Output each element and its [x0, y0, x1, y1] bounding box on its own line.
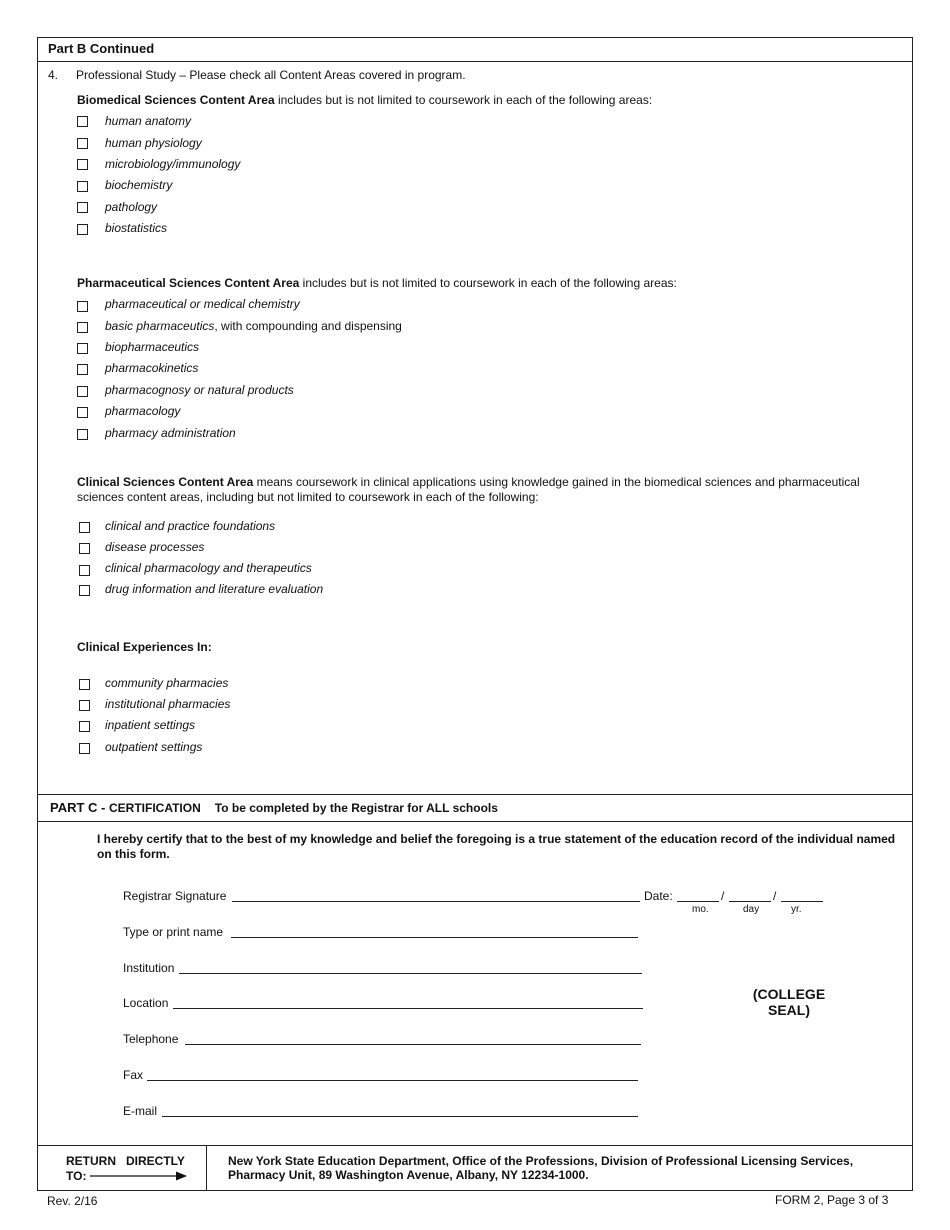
fax-field[interactable] [147, 1080, 638, 1081]
list-item-suffix: , with compounding and dispensing [214, 319, 402, 333]
checkbox-biopharmaceutics[interactable] [77, 343, 88, 354]
list-item: biopharmaceutics [105, 340, 200, 354]
pharm-heading [77, 276, 677, 290]
name-field[interactable] [231, 937, 638, 938]
list-item: pathology [105, 200, 158, 214]
return-label-line2: TO: [66, 1169, 87, 1183]
clin-desc: means coursework in clinical applications using knowledge gained in the biomedical sciences and pharmaceutical [253, 475, 860, 489]
return-address: New York State Education Department, Office of the Professions, Division of Professional Licensing Services, [228, 1154, 854, 1168]
college-seal: (COLLEGE [752, 986, 826, 1002]
checkbox-human-anatomy[interactable] [77, 116, 88, 127]
checkbox-pharmacology[interactable] [77, 407, 88, 418]
checkbox-pharmacognosy[interactable] [77, 386, 88, 397]
date-yr-label: yr. [791, 904, 802, 915]
list-item: community pharmacies [105, 676, 229, 690]
checkbox-institutional-pharmacies[interactable] [79, 700, 90, 711]
pharm-title: Pharmaceutical Sciences Content Area [77, 276, 300, 290]
exp-title: Clinical Experiences In: [77, 640, 212, 654]
list-item: microbiology/immunology [105, 157, 241, 171]
date-separator: / [721, 889, 725, 903]
date-label: Date: [644, 889, 673, 903]
return-label: RETURN DIRECTLY [66, 1154, 185, 1168]
list-item: clinical pharmacology and therapeutics [105, 561, 312, 575]
question-number: 4. [48, 68, 59, 82]
institution-field[interactable] [179, 973, 642, 974]
checkbox-clinical-pharmacology[interactable] [79, 565, 90, 576]
date-mo-label: mo. [692, 904, 709, 915]
checkbox-outpatient-settings[interactable] [79, 743, 90, 754]
checkbox-biochemistry[interactable] [77, 181, 88, 192]
checkbox-clinical-foundations[interactable] [79, 522, 90, 533]
list-item: pharmacokinetics [105, 361, 199, 375]
partc-label: PART C - [50, 800, 109, 815]
list-item: pharmaceutical or medical chemistry [105, 297, 300, 311]
checkbox-microbiology[interactable] [77, 159, 88, 170]
checkbox-biostatistics[interactable] [77, 224, 88, 235]
section-title: Part B Continued [48, 41, 155, 56]
list-item [105, 319, 402, 333]
clin-title: Clinical Sciences Content Area [77, 475, 254, 489]
signature-field[interactable] [232, 901, 640, 902]
list-item: pharmacy administration [105, 426, 236, 440]
date-separator: / [773, 889, 777, 903]
form-page: FORM 2, Page 3 of 3 [775, 1193, 889, 1207]
partc-cert: CERTIFICATION [108, 801, 201, 815]
divider [37, 1145, 913, 1146]
list-item: human anatomy [105, 114, 192, 128]
checkbox-pathology[interactable] [77, 202, 88, 213]
divider [206, 1145, 207, 1191]
divider [37, 61, 913, 62]
name-label: Type or print name [123, 925, 224, 939]
clin-heading [77, 475, 860, 489]
date-month-field[interactable] [677, 901, 719, 902]
return-address-line2: Pharmacy Unit, 89 Washington Avenue, Albany, NY 12234-1000. [228, 1168, 589, 1182]
list-item: inpatient settings [105, 718, 196, 732]
list-item: institutional pharmacies [105, 697, 231, 711]
list-item: disease processes [105, 540, 205, 554]
institution-label: Institution [123, 961, 175, 975]
list-item: outpatient settings [105, 740, 203, 754]
telephone-field[interactable] [185, 1044, 641, 1045]
pharm-desc: includes but is not limited to coursework in each of the following areas: [299, 276, 677, 290]
bio-title: Biomedical Sciences Content Area [77, 93, 275, 107]
location-field[interactable] [173, 1008, 643, 1009]
checkbox-basic-pharmaceutics[interactable] [77, 322, 88, 333]
signature-label: Registrar Signature [123, 889, 227, 903]
checkbox-community-pharmacies[interactable] [79, 679, 90, 690]
location-label: Location [123, 996, 169, 1010]
question-text: Professional Study – Please check all Content Areas covered in program. [76, 68, 466, 82]
fax-label: Fax [123, 1068, 144, 1082]
checkbox-pharmacy-administration[interactable] [77, 429, 88, 440]
date-year-field[interactable] [781, 901, 823, 902]
list-item: drug information and literature evaluation [105, 582, 324, 596]
checkbox-drug-information[interactable] [79, 585, 90, 596]
telephone-label: Telephone [123, 1032, 179, 1046]
clin-desc-line2: sciences content areas, including but not limited to coursework in each of the following: [77, 490, 539, 504]
arrow-right-icon [90, 1170, 188, 1182]
date-day-field[interactable] [729, 901, 771, 902]
checkbox-inpatient-settings[interactable] [79, 721, 90, 732]
partc-note: To be completed by the Registrar for ALL schools [214, 801, 498, 815]
divider [37, 821, 913, 822]
list-item: pharmacology [105, 404, 181, 418]
date-day-label: day [743, 904, 760, 915]
divider [37, 794, 913, 795]
partc-header [50, 801, 498, 815]
list-item: biostatistics [105, 221, 168, 235]
college-seal-line2: SEAL) [768, 1002, 810, 1018]
bio-desc: includes but is not limited to coursework in each of the following areas: [274, 93, 653, 107]
list-item: pharmacognosy or natural products [105, 383, 294, 397]
list-item-main: basic pharmaceutics [105, 319, 215, 333]
cert-statement: I hereby certify that to the best of my knowledge and belief the foregoing is a true statement of the education record of the individual named [97, 832, 896, 846]
list-item: human physiology [105, 136, 202, 150]
checkbox-human-physiology[interactable] [77, 138, 88, 149]
checkbox-pharm-chemistry[interactable] [77, 301, 88, 312]
email-field[interactable] [162, 1116, 638, 1117]
checkbox-pharmacokinetics[interactable] [77, 364, 88, 375]
checkbox-disease-processes[interactable] [79, 543, 90, 554]
cert-statement-line2: on this form. [97, 847, 170, 861]
email-label: E-mail [123, 1104, 158, 1118]
list-item: clinical and practice foundations [105, 519, 276, 533]
bio-heading [77, 93, 652, 107]
list-item: biochemistry [105, 178, 173, 192]
revision: Rev. 2/16 [47, 1194, 98, 1208]
